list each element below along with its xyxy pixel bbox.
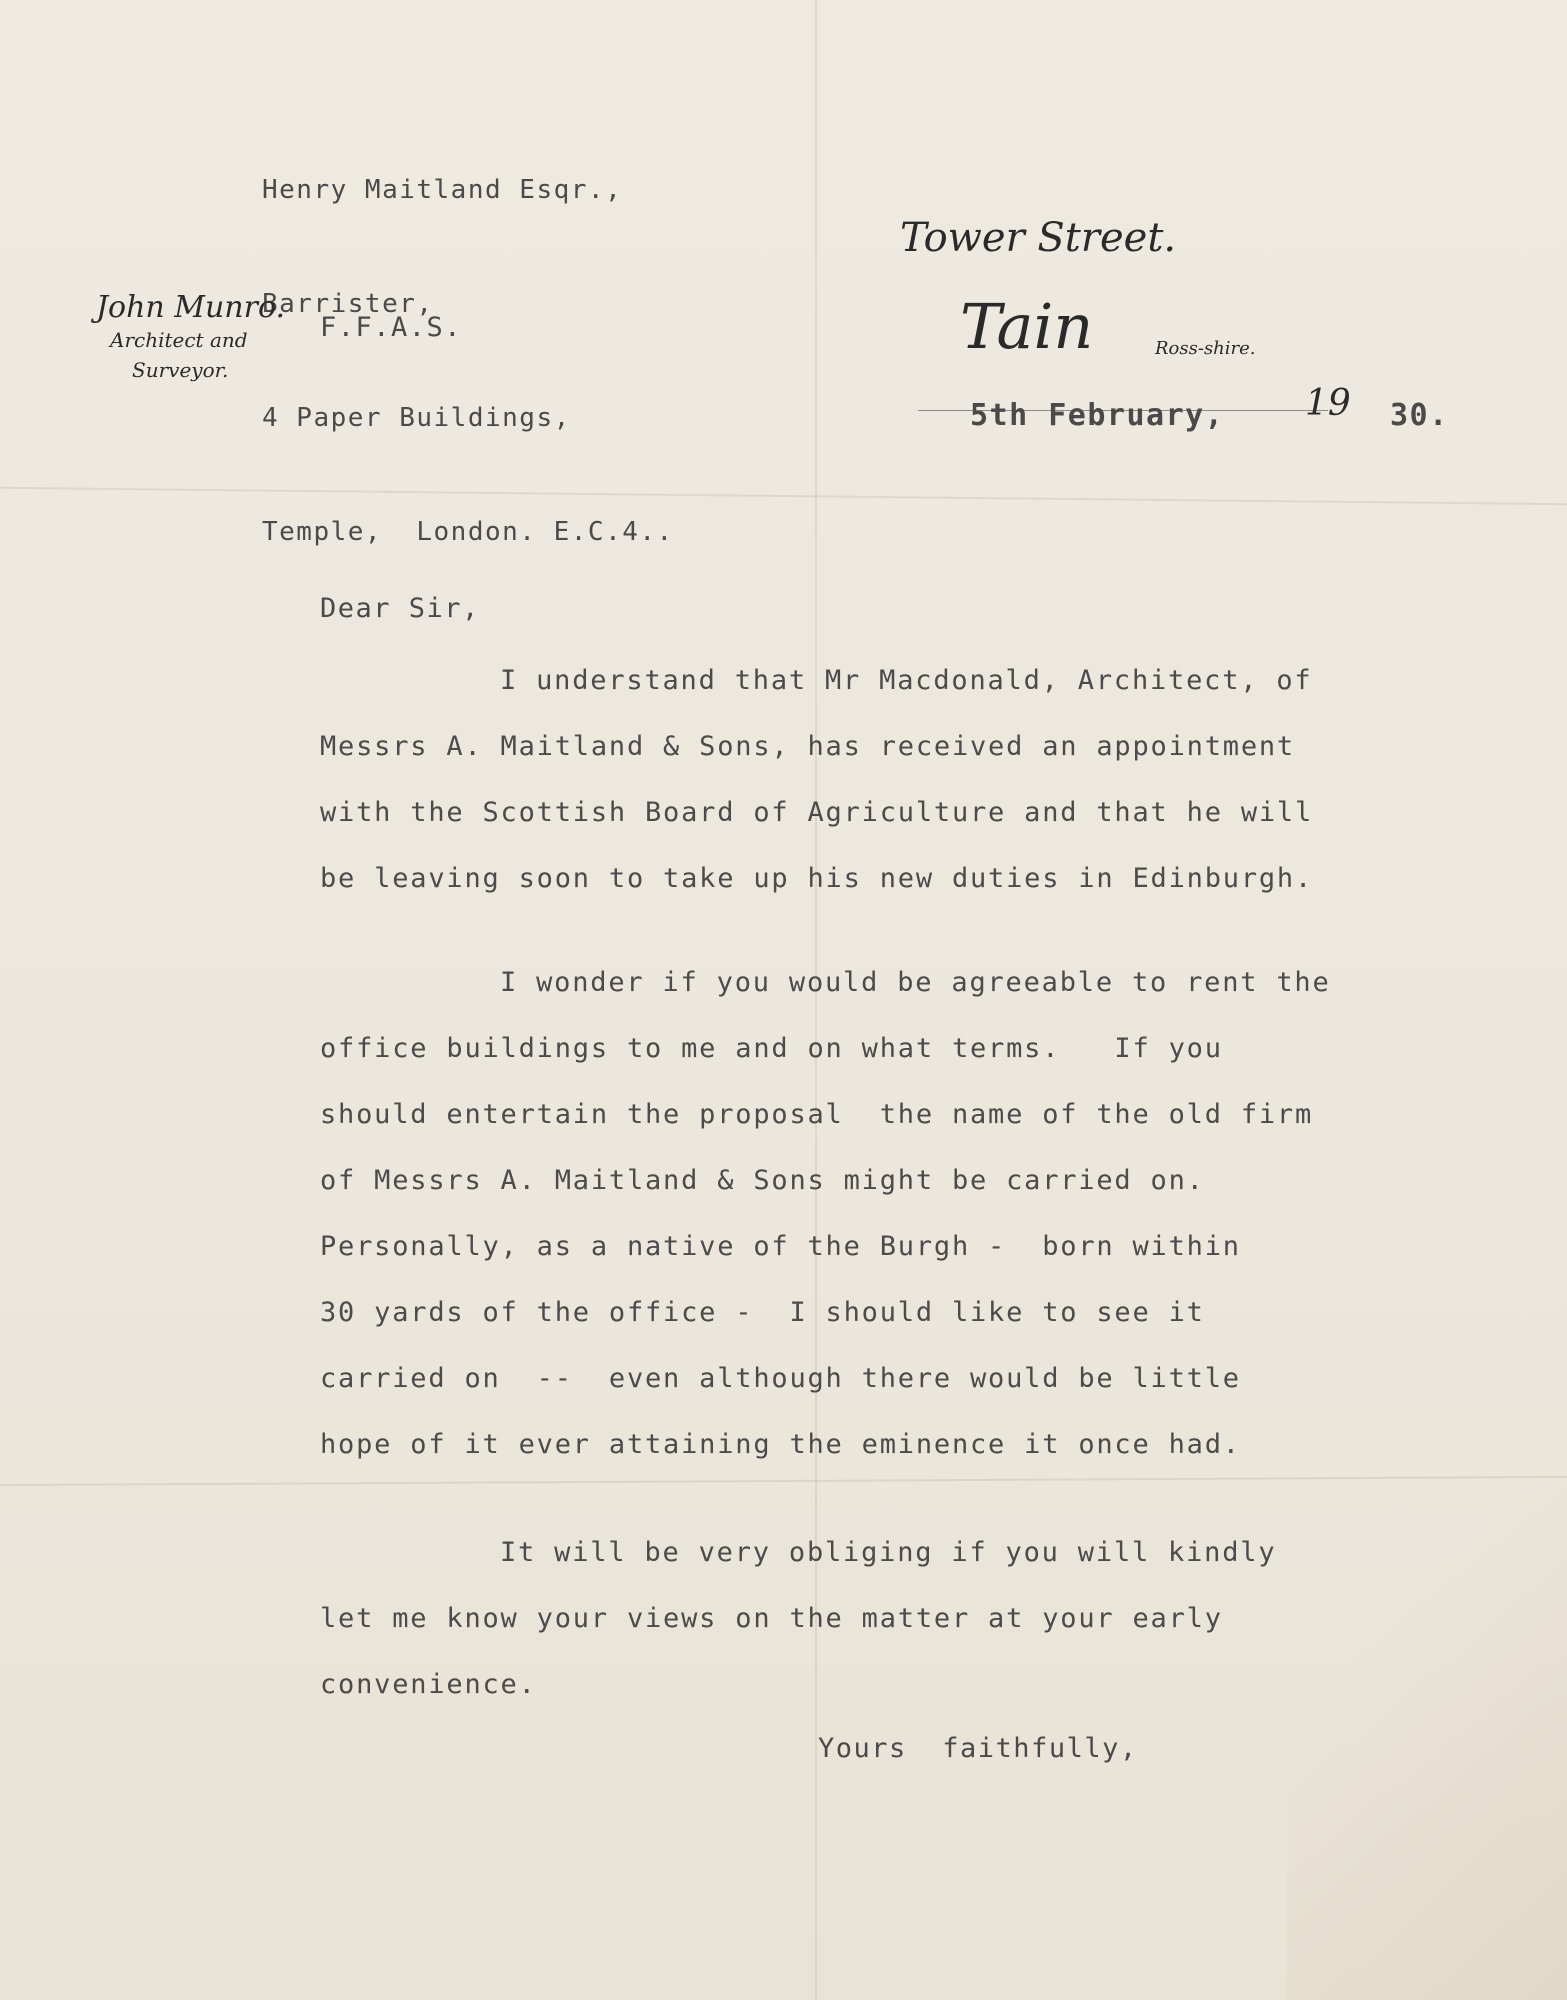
paragraph-3: [320, 1520, 1276, 1718]
body-line: Messrs A. Maitland & Sons, has received an appointment: [320, 731, 1295, 762]
body-line: office buildings to me and on what terms. If you: [320, 1033, 1223, 1064]
salutation: Dear Sir,: [320, 593, 480, 624]
body-line: It will be very obliging if you will kindly: [500, 1537, 1277, 1568]
letterhead-town: Tain: [960, 290, 1094, 363]
recipient-address: [262, 95, 674, 627]
letterhead-county: Ross-shire.: [1155, 338, 1256, 359]
letterhead-street: Tower Street.: [900, 215, 1177, 261]
letter-date: 5th February,: [970, 398, 1225, 433]
recipient-line-name: Henry Maitland Esqr.,: [262, 175, 623, 205]
paragraph-1: [320, 648, 1313, 912]
letterhead-role-line1: Architect and: [110, 328, 248, 352]
recipient-line-street: 4 Paper Buildings,: [262, 403, 571, 433]
body-line: carried on -- even although there would be little: [320, 1363, 1241, 1394]
body-line: convenience.: [320, 1669, 537, 1700]
letterhead-name: John Munro.: [96, 290, 286, 325]
date-century: 19: [1305, 383, 1351, 424]
upper-fold-line: [0, 487, 1567, 505]
closing: Yours faithfully,: [818, 1733, 1138, 1764]
body-line: should entertain the proposal the name of the old firm: [320, 1099, 1314, 1130]
letterhead-credentials: F.F.A.S.: [320, 312, 463, 343]
body-line: I wonder if you would be agreeable to rent the: [500, 967, 1331, 998]
paragraph-2: [320, 950, 1331, 1478]
body-line: be leaving soon to take up his new duties in Edinburgh.: [320, 863, 1314, 894]
date-year: 30.: [1390, 398, 1449, 433]
recipient-line-city: Temple, London. E.C.4..: [262, 517, 674, 547]
body-line: I understand that Mr Macdonald, Architect, of: [500, 665, 1313, 696]
body-line: hope of it ever attaining the eminence it once had.: [320, 1429, 1241, 1460]
paper-discoloration: [1287, 1480, 1567, 2000]
letterhead-role-line2: Surveyor.: [132, 358, 229, 382]
recipient-line-profession: Barrister,: [262, 289, 434, 319]
body-line: of Messrs A. Maitland & Sons might be carried on.: [320, 1165, 1205, 1196]
body-line: Personally, as a native of the Burgh - born within: [320, 1231, 1241, 1262]
body-line: let me know your views on the matter at your early: [320, 1603, 1223, 1634]
body-line: with the Scottish Board of Agriculture and that he will: [320, 797, 1314, 828]
body-line: 30 yards of the office - I should like to see it: [320, 1297, 1205, 1328]
